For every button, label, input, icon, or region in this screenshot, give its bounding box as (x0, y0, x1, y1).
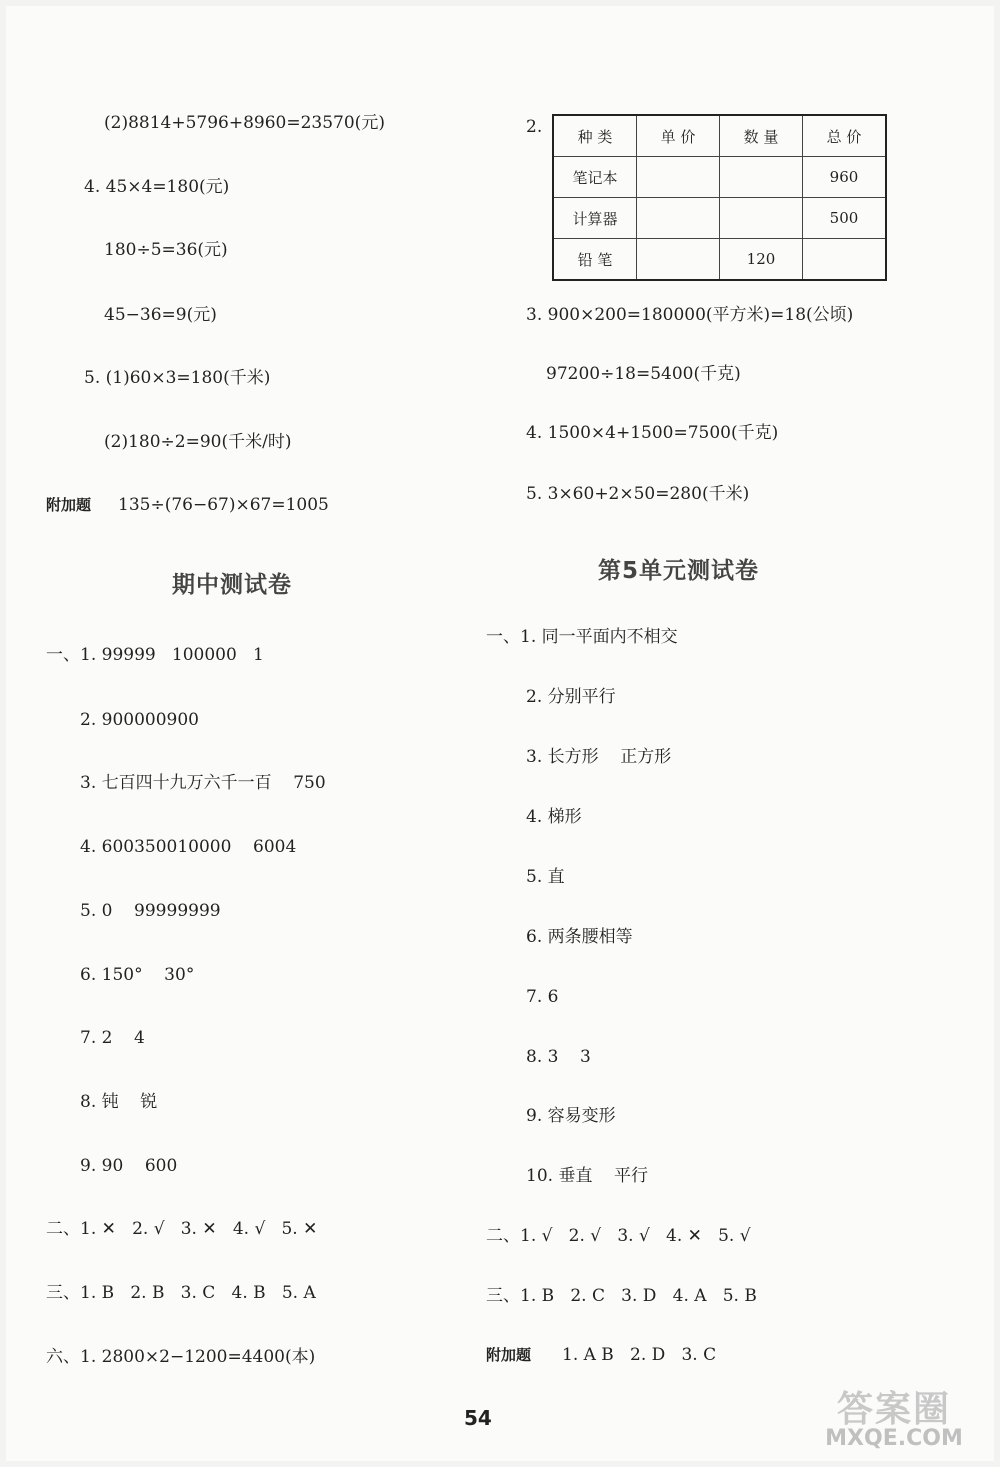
table-cell (803, 239, 887, 281)
watermark-en: MXQE.COM (825, 1426, 963, 1451)
left-extra-label: 附加题 (46, 496, 92, 514)
table-cell (637, 157, 720, 198)
left-line-2: 4. 45×4=180(元) (84, 177, 230, 197)
unit5-line-3: 3. 长方形 正方形 (526, 747, 672, 767)
right-line-3: 4. 1500×4+1500=7500(千克) (526, 423, 779, 443)
table-cell: 120 (720, 239, 803, 281)
unit5-line-6: 6. 两条腰相等 (526, 927, 633, 947)
left-line-4: 45−36=9(元) (104, 305, 217, 325)
table-cell (720, 198, 803, 239)
mid-line-4: 4. 600350010000 6004 (80, 837, 297, 857)
unit5-line-5: 5. 直 (526, 867, 565, 887)
table-cell (637, 239, 720, 281)
table-row (553, 157, 886, 198)
unit5-line-7: 7. 6 (526, 987, 559, 1007)
unit5-line-4: 4. 梯形 (526, 807, 582, 827)
left-extra-text: 135÷(76−67)×67=1005 (118, 495, 329, 515)
right-line-2: 97200÷18=5400(千克) (546, 364, 741, 384)
mid-line-11: 三、1. B 2. B 3. C 4. B 5. A (46, 1283, 316, 1303)
unit5-line-1: 一、1. 同一平面内不相交 (486, 627, 678, 647)
mid-line-10: 二、1. ✕ 2. √ 3. ✕ 4. √ 5. ✕ (46, 1219, 318, 1239)
table-cell (720, 157, 803, 198)
mid-line-1: 一、1. 99999 100000 1 (46, 645, 264, 665)
mid-line-12: 六、1. 2800×2−1200=4400(本) (46, 1347, 316, 1367)
table-cell (637, 198, 720, 239)
left-line-3: 180÷5=36(元) (104, 240, 228, 260)
watermark-cn: 答案圈 (836, 1389, 951, 1430)
mid-line-2: 2. 900000900 (80, 710, 199, 730)
table-label: 2. (526, 117, 543, 137)
table-cell: 计算器 (553, 198, 637, 239)
right-line-1: 3. 900×200=180000(平方米)=18(公顷) (526, 305, 854, 325)
unit5-line-2: 2. 分别平行 (526, 687, 616, 707)
mid-line-3: 3. 七百四十九万六千一百 750 (80, 773, 326, 793)
unit5-line-12: 三、1. B 2. C 3. D 4. A 5. B (486, 1286, 757, 1306)
mid-line-5: 5. 0 99999999 (80, 901, 221, 921)
mid-line-8: 8. 钝 锐 (80, 1092, 158, 1112)
section-title-unit5: 第5单元测试卷 (598, 558, 760, 584)
mid-line-7: 7. 2 4 (80, 1028, 145, 1048)
table-header-row (553, 115, 886, 157)
table-cell: 铅 笔 (553, 239, 637, 281)
right-extra-text: 1. A B 2. D 3. C (562, 1345, 717, 1365)
mid-line-6: 6. 150° 30° (80, 965, 195, 985)
right-extra-label: 附加题 (486, 1346, 532, 1364)
unit5-line-10: 10. 垂直 平行 (526, 1166, 649, 1186)
table-header: 数 量 (720, 115, 803, 157)
table-cell: 960 (803, 157, 887, 198)
table-row (553, 239, 886, 281)
page-number: 54 (464, 1406, 492, 1430)
table-cell: 笔记本 (553, 157, 637, 198)
mid-line-9: 9. 90 600 (80, 1156, 178, 1176)
answer-page (6, 6, 994, 1461)
table-cell: 500 (803, 198, 887, 239)
table-header: 总 价 (803, 115, 887, 157)
table-header: 单 价 (637, 115, 720, 157)
left-line-5: 5. (1)60×3=180(千米) (84, 368, 271, 388)
site-watermark (814, 1381, 974, 1451)
unit5-line-9: 9. 容易变形 (526, 1106, 616, 1126)
section-title-midterm: 期中测试卷 (172, 572, 292, 598)
unit5-line-8: 8. 3 3 (526, 1047, 591, 1067)
table-header: 种 类 (553, 115, 637, 157)
left-line-1: (2)8814+5796+8960=23570(元) (104, 113, 385, 133)
price-table (552, 114, 887, 281)
table-row (553, 198, 886, 239)
right-line-4: 5. 3×60+2×50=280(千米) (526, 484, 750, 504)
unit5-line-11: 二、1. √ 2. √ 3. √ 4. ✕ 5. √ (486, 1226, 751, 1246)
left-line-6: (2)180÷2=90(千米/时) (104, 432, 292, 452)
